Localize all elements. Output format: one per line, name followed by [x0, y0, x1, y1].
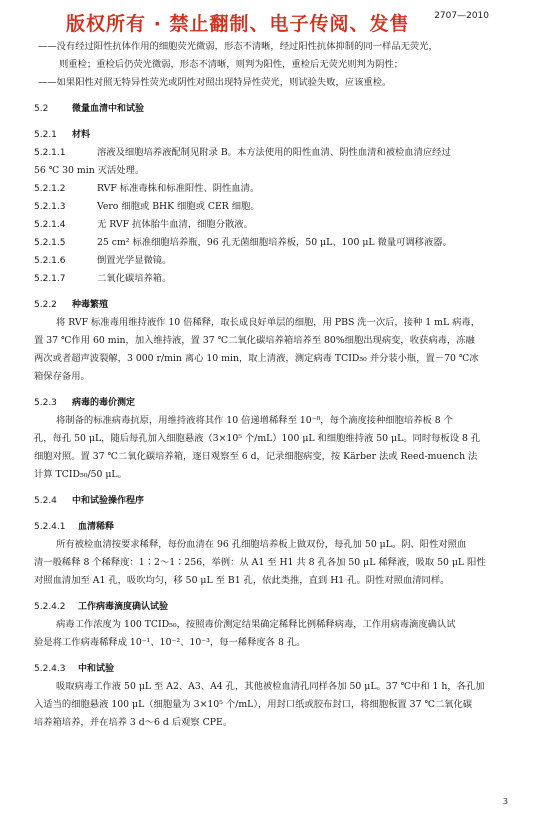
- item-text: 二氧化碳培养箱。: [97, 273, 172, 284]
- section-heading-5-2-4-1: [34, 518, 512, 536]
- material-item-continued: [34, 162, 512, 180]
- item-number: 5.2.1.3: [34, 202, 66, 212]
- section-number: 5.2.4.3: [34, 664, 66, 674]
- material-item: [34, 252, 512, 270]
- section-heading-5-2-4: [34, 492, 512, 510]
- material-item: [34, 216, 512, 234]
- paragraph-line: 计算 TCID₅₀/50 μL。: [34, 469, 127, 480]
- note-line: ——如果阳性对照无特异性荧光或阴性对照出现特异性荧光，则试验失败，应该重检。: [38, 77, 392, 88]
- section-heading-5-2-4-3: [34, 660, 512, 678]
- material-item: [34, 198, 512, 216]
- section-title: 病毒的毒价测定: [72, 398, 136, 408]
- section-title: 材料: [72, 130, 91, 140]
- paragraph-line: 将 RVF 标准毒用维持液作 10 倍稀释，取长成良好单层的细胞，用 PBS 洗一次后，接种 1 mL 病毒，: [56, 317, 481, 328]
- paragraph-line: 培养箱培养，并在培养 3 d～6 d 后观察 CPE。: [34, 717, 233, 728]
- paragraph-line: 对照血清加至 A1 孔，吸吹均匀，移 50 μL 至 B1 孔，依此类推，直到 H1 孔。阴性对照血清同样。: [34, 575, 450, 586]
- note-line: ——没有经过阳性抗体作用的细胞荧光微弱，形态不清晰，经过阳性抗体抑制的同一样品无荧光，: [38, 41, 438, 52]
- item-number: 5.2.1.5: [34, 238, 66, 248]
- section-title: 种毒繁殖: [72, 300, 109, 310]
- paragraph-line: 所有被检血清按要求稀释，每份血清在 96 孔细胞培养板上做双份，每孔加 50 μL。阴、阳性对照血: [56, 539, 467, 550]
- item-text: 倒置光学显微镜。: [97, 255, 172, 266]
- item-text: 56 ℃ 30 min 灭活处理。: [34, 165, 145, 176]
- section-heading-5-2-1: [34, 126, 512, 144]
- paragraph-line: 验是将工作病毒稀释成 10⁻¹、10⁻²、10⁻³，每一稀释度各 8 孔。: [34, 637, 306, 648]
- section-title: 中和试验操作程序: [72, 496, 145, 506]
- section-heading-5-2-4-2: [34, 598, 512, 616]
- section-number: 5.2.4: [34, 496, 57, 506]
- paragraph-line: 孔，每孔 50 μL，随后每孔加入细胞悬液（3×10⁵ 个/mL）100 μL 和细胞维持液 50 μL。同时每板设 8 孔: [34, 433, 481, 444]
- standard-number: 2707—2010: [434, 11, 489, 21]
- paragraph-line: 吸取病毒工作液 50 μL 至 A2、A3、A4 孔，其他被检血清孔同样各加 50 μL。37 ℃中和 1 h，各孔加: [56, 681, 485, 692]
- paragraph-line: 细胞对照。置 37 ℃二氧化碳培养箱，逐日观察至 6 d，记录细胞病变，按 Kärber 法或 Reed-muench 法: [34, 451, 478, 462]
- item-number: 5.2.1.6: [34, 256, 66, 266]
- section-title: 微量血清中和试验: [72, 104, 145, 114]
- item-number: 5.2.1.7: [34, 274, 66, 284]
- paragraph-line: 两次或者超声波裂解，3 000 r/min 离心 10 min，取上清液，测定病毒 TCID₅₀ 并分装小瓶，置－70 ℃冰: [34, 353, 479, 364]
- paragraph-line: 箱保存备用。: [34, 371, 90, 382]
- section-heading-5-2-2: [34, 296, 512, 314]
- section-title: 工作病毒滴度确认试验: [78, 602, 169, 612]
- item-text: Vero 细胞或 BHK 细胞或 CER 细胞。: [97, 201, 260, 212]
- section-title: 血清稀释: [78, 522, 115, 532]
- section-heading-5-2-3: [34, 394, 512, 412]
- item-text: 无 RVF 抗体胎牛血清，细胞分散液。: [97, 219, 253, 230]
- paragraph-line: 置 37 ℃作用 60 min，加入维持液，置 37 ℃二氧化碳培养箱培养至 80%细胞出现病变，收获病毒，冻融: [34, 335, 475, 346]
- material-item: [34, 180, 512, 198]
- section-number: 5.2.2: [34, 300, 57, 310]
- section-number: 5.2: [34, 104, 49, 114]
- watermark-banner: 版权所有 · 禁止翻制、电子传阅、发售: [66, 13, 410, 35]
- section-number: 5.2.3: [34, 398, 57, 408]
- note-line: 则重检；重检后仍荧光微弱，形态不清晰，则判为阳性，重检后无荧光则判为阴性；: [59, 59, 403, 70]
- section-heading-5-2: [34, 100, 512, 118]
- item-text: 25 cm² 标准细胞培养瓶，96 孔无菌细胞培养板，50 μL、100 μL 微量可调移液器。: [97, 237, 452, 248]
- section-number: 5.2.4.2: [34, 602, 66, 612]
- paragraph-line: 病毒工作浓度为 100 TCID₅₀，按照毒价测定结果确定稀释比例稀释病毒，工作用病毒滴度确认试: [56, 619, 456, 630]
- paragraph-line: 入适当的细胞悬液 100 μL（细胞量为 3×10⁵ 个/mL），用封口纸或胶布封口，将细胞板置 37 ℃二氧化碳: [34, 699, 473, 710]
- paragraph-line: 清一般稀释 8 个稀释度：1∶2～1∶256，举例：从 A1 至 H1 共 8 孔各加 50 μL 稀释液，吸取 50 μL 阳性: [34, 557, 486, 568]
- item-number: 5.2.1.2: [34, 184, 66, 194]
- item-text: RVF 标准毒株和标准阳性、阴性血清。: [97, 183, 260, 194]
- item-number: 5.2.1.1: [34, 148, 66, 158]
- section-number: 5.2.4.1: [34, 522, 66, 532]
- item-text: 溶液及细胞培养液配制见附录 B。本方法使用的阳性血清、阴性血清和被检血清应经过: [97, 147, 451, 158]
- material-item: [34, 144, 512, 162]
- page-number: 3: [502, 797, 508, 806]
- item-number: 5.2.1.4: [34, 220, 66, 230]
- section-title: 中和试验: [78, 664, 115, 674]
- section-number: 5.2.1: [34, 130, 57, 140]
- document-body: [34, 38, 512, 732]
- paragraph-line: 将制备的标准病毒抗原，用维持液将其作 10 倍递增稀释至 10⁻⁸，每个滴度接种细胞培养板 8 个: [56, 415, 453, 426]
- material-item: [34, 234, 512, 252]
- material-item: [34, 270, 512, 288]
